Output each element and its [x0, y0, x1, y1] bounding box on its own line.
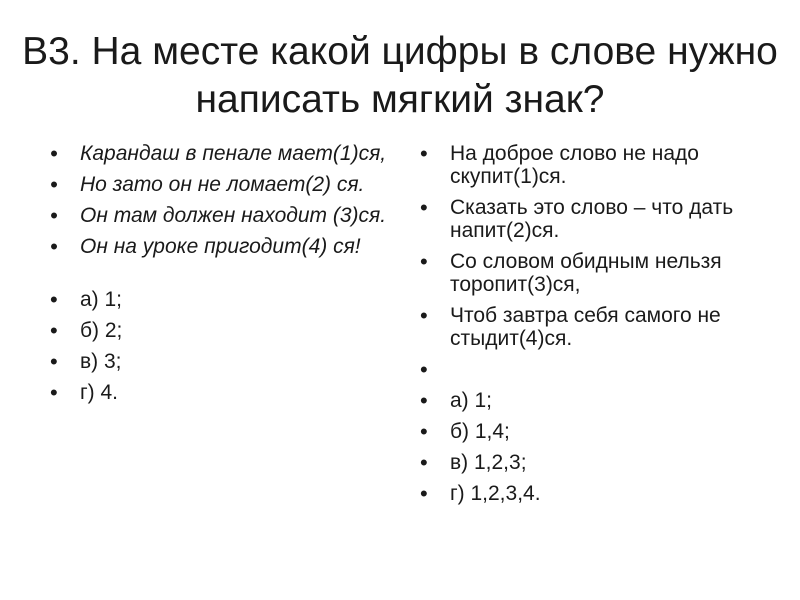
answer-option: • в) 3; [50, 350, 390, 373]
right-sentence-list [420, 142, 770, 381]
bullet-icon [50, 173, 70, 197]
answer-option: • г) 4. [50, 381, 390, 404]
bullet-icon [420, 358, 440, 382]
list-item: • На доброе слово не надо скупит(1)ся. [420, 142, 770, 188]
bullet-icon [50, 142, 70, 166]
bullet-icon [420, 482, 440, 506]
bullet-icon [50, 381, 70, 405]
bullet-icon [50, 319, 70, 343]
bullet-icon [50, 350, 70, 374]
right-column [420, 142, 770, 513]
bullet-icon [420, 304, 440, 328]
left-column [50, 142, 390, 412]
answer-option: • а) 1; [420, 389, 770, 412]
slide-title: В3. На месте какой цифры в слове нужно написать мягкий знак? [22, 30, 778, 121]
bullet-icon [50, 204, 70, 228]
spacer [50, 266, 390, 288]
list-item: • Он на уроке пригодит(4) ся! [50, 235, 390, 258]
bullet-icon [50, 235, 70, 259]
list-item: • Сказать это слово – что дать напит(2)ся. [420, 196, 770, 242]
answer-option: • в) 1,2,3; [420, 451, 770, 474]
answer-option: • а) 1; [50, 288, 390, 311]
list-item: • Со словом обидным нельзя торопит(3)ся, [420, 250, 770, 296]
answer-option: • б) 1,4; [420, 420, 770, 443]
list-item: • Но зато он не ломает(2) ся. [50, 173, 390, 196]
list-item: • Он там должен находит (3)ся. [50, 204, 390, 227]
bullet-icon [420, 451, 440, 475]
bullet-icon [420, 142, 440, 166]
left-answer-list [50, 288, 390, 404]
left-sentence-list [50, 142, 390, 258]
answer-option: • б) 2; [50, 319, 390, 342]
bullet-icon [420, 196, 440, 220]
list-item: • Чтоб завтра себя самого не стыдит(4)ся. [420, 304, 770, 350]
right-answer-list [420, 389, 770, 505]
bullet-icon [420, 250, 440, 274]
list-item: • Карандаш в пенале мает(1)ся, [50, 142, 390, 165]
answer-option: • г) 1,2,3,4. [420, 482, 770, 505]
bullet-icon [50, 288, 70, 312]
bullet-icon [420, 420, 440, 444]
bullet-icon [420, 389, 440, 413]
list-item [420, 358, 770, 381]
